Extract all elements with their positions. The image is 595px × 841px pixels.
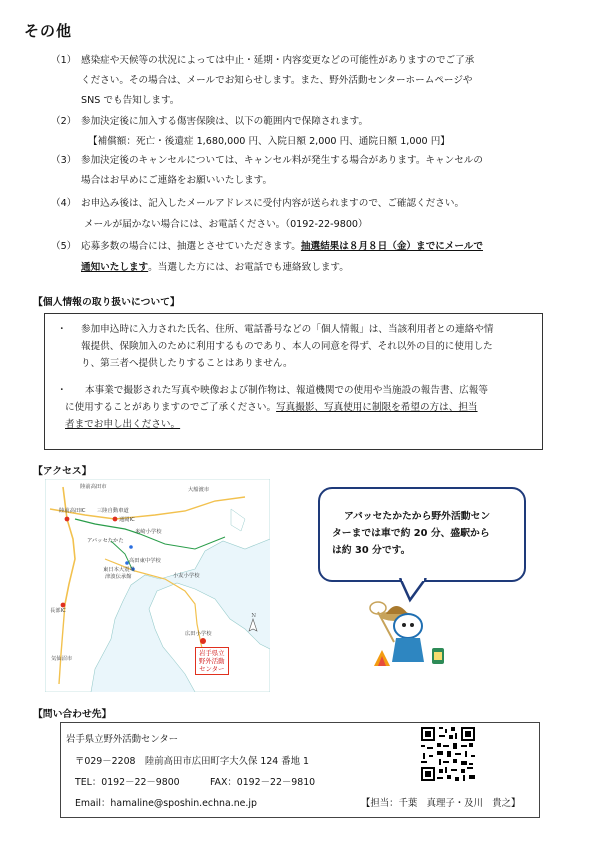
- contact-staff: 【担当：千葉 真理子・及川 貴之】: [361, 798, 521, 809]
- map-label: 広田小学校: [185, 631, 212, 637]
- privacy-box: [44, 313, 543, 450]
- access-speech-bubble: [318, 487, 526, 582]
- privacy-item-2: [85, 382, 537, 399]
- note-number: （2）: [51, 116, 77, 127]
- privacy-line: 参加申込時に入力された氏名、住所、電話番号などの「個人情報」は、当該利用者との連絡や情: [81, 324, 494, 335]
- bubble-text: [332, 508, 516, 559]
- note-line: [81, 238, 559, 256]
- note-number: （1）: [51, 55, 77, 66]
- place-marker: [129, 545, 133, 549]
- map-label: 三陸自動車道: [97, 508, 129, 514]
- map-label: 米崎小学校: [135, 529, 162, 535]
- bubble-line: アバッセたかたから野外活動セン: [344, 511, 491, 522]
- north-label: Ｎ: [251, 613, 257, 619]
- map-label: 陸前高田市: [80, 484, 107, 490]
- map-label: 気仙沼市: [51, 656, 73, 662]
- photo-restriction-notice-end: 者までお申し出ください。: [65, 419, 181, 431]
- map-label: 小友小学校: [173, 573, 200, 579]
- contact-fax: FAX：0192－22－9810: [210, 777, 316, 788]
- privacy-heading: 【個人情報の取り扱いについて】: [33, 297, 180, 308]
- map-label: 陸前高田IC: [59, 508, 86, 514]
- center-label-line: センター: [199, 665, 225, 673]
- note-number: （5）: [51, 241, 77, 252]
- contact-tel: TEL：0192－22－9800: [75, 777, 180, 788]
- note-line: SNS でも告知します。: [81, 95, 180, 106]
- map-label: 通岡IC: [119, 517, 135, 523]
- privacy-line: [65, 399, 537, 416]
- access-heading: 【アクセス】: [33, 466, 92, 477]
- privacy-line: [65, 416, 537, 433]
- bubble-line: は約 30 分です。: [332, 545, 411, 556]
- map-label: 大船渡市: [188, 487, 210, 493]
- bubble-line: ターまでは車で約 20 分、盛駅から: [332, 528, 490, 539]
- insurance-amounts: 【補償額：死亡・後遺症 1,680,000 円、入院日額 2,000 円、通院日額 1,000 円】: [88, 136, 450, 147]
- note-list: [0, 0, 595, 290]
- privacy-line: り、第三者へ提供したりすることはありません。: [81, 358, 293, 370]
- mascot-icon: [368, 592, 458, 682]
- qr-code-icon[interactable]: [419, 725, 477, 783]
- ic-marker: [113, 517, 118, 522]
- lottery-result-notice: 抽選結果は８月８日（金）までにメールで: [300, 241, 483, 252]
- lottery-text-end: 。当選した方には、お電話でも連絡致します。: [148, 262, 349, 273]
- map-label: アバッセたかた: [87, 538, 124, 544]
- center-label-line: 野外活動: [199, 657, 225, 665]
- privacy-text: に使用することがありますのでご了承ください。: [65, 402, 277, 413]
- note-line: [81, 259, 559, 277]
- center-marker: [200, 638, 206, 644]
- lottery-result-notice-end: 通知いたします: [81, 262, 149, 273]
- note-line: ください。その場合は、メールでお知らせします。また、野外活動センターホームページや: [81, 75, 473, 86]
- center-label: [195, 647, 229, 675]
- note-number: （3）: [51, 155, 77, 166]
- privacy-item-1: [81, 321, 537, 373]
- note-line: 場合はお早めにご連絡をお願いいたします。: [81, 175, 273, 186]
- bullet: ・: [57, 385, 67, 396]
- contact-email[interactable]: Email：hamaline@sposhin.echna.ne.jp: [75, 798, 257, 809]
- north-arrow-icon: [249, 619, 257, 631]
- center-label-line: 岩手県立: [199, 649, 225, 657]
- note-line: 感染症や天候等の状況によっては中止・延期・内容変更などの可能性がありますのでご了承: [81, 55, 475, 66]
- note-line: お申込み後は、記入したメールアドレスに受付内容が送られますので、ご確認ください。: [81, 198, 465, 209]
- privacy-line: 本事業で撮影された写真や映像および制作物は、報道機関での使用や当施設の報告書、広報等: [85, 385, 488, 396]
- note-line: メールが届かない場合には、お電話ください。（0192-22-9800）: [84, 219, 368, 230]
- contact-address: 〒029－2208 陸前高田市広田町字大久保 124 番地 1: [75, 756, 309, 767]
- contact-org: 岩手県立野外活動センター: [66, 734, 179, 745]
- note-line: 参加決定後のキャンセルについては、キャンセル料が発生する場合があります。キャンセルの: [81, 155, 483, 166]
- note-line: 参加決定後に加入する傷害保険は、以下の範囲内で保障されます。: [81, 116, 369, 127]
- contact-box: [60, 722, 540, 818]
- note-number: （4）: [51, 198, 77, 209]
- map-label: 東日本大震災: [103, 567, 135, 573]
- lottery-text: 応募多数の場合には、抽選とさせていただきます。: [81, 241, 301, 252]
- map-label: 高田東中学校: [129, 558, 161, 564]
- map-label: 津波伝承館: [105, 574, 132, 580]
- privacy-line: 報提供、保険加入のために利用するものであり、本人の同意を得ず、それ以外の目的に使用した: [81, 341, 493, 353]
- photo-restriction-notice: 写真撮影、写真使用に制限を希望の方は、担当: [276, 402, 478, 413]
- bullet: ・: [57, 324, 67, 335]
- contact-heading: 【問い合わせ先】: [33, 709, 112, 720]
- access-map: [45, 479, 270, 692]
- map-label: 長部IC: [50, 608, 66, 614]
- privacy-item-2-cont: [65, 399, 537, 433]
- page-title: その他: [24, 22, 73, 40]
- ic-marker: [65, 517, 70, 522]
